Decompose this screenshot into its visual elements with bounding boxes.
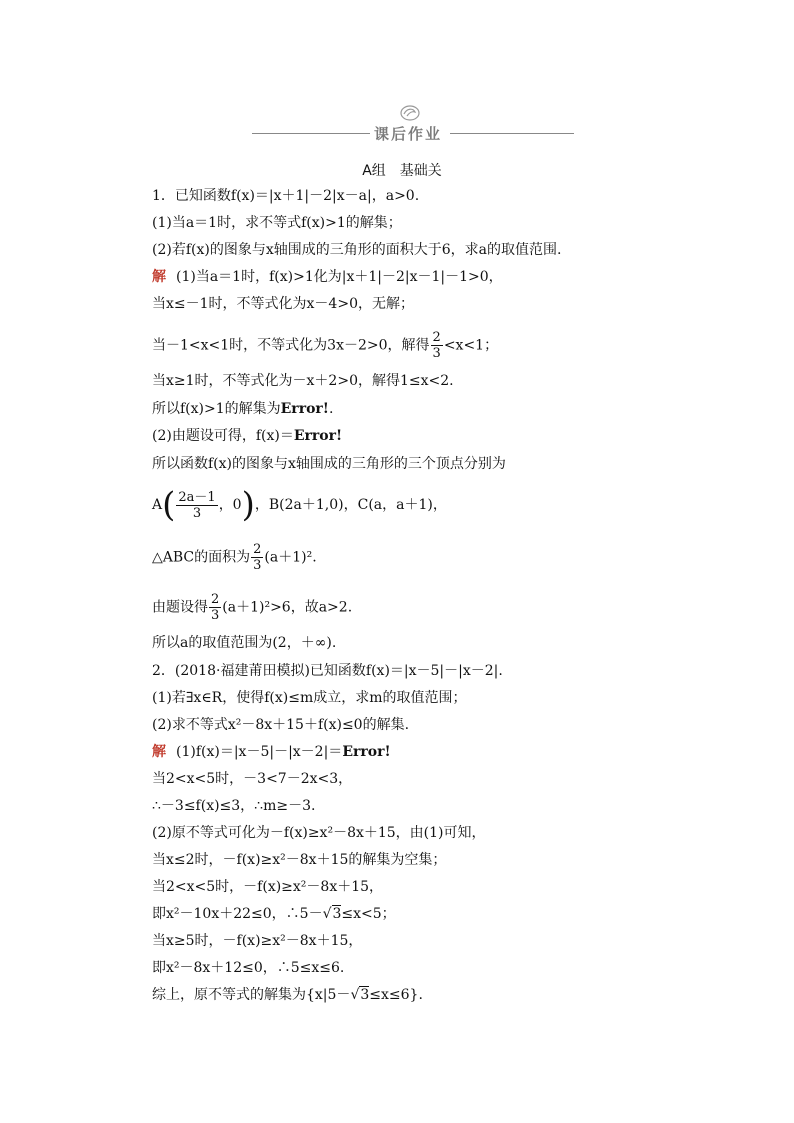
sqrt-radicand: 3 xyxy=(332,906,342,922)
solution-1-line-a xyxy=(152,268,503,286)
error-marker: Error! xyxy=(342,744,391,760)
section-header xyxy=(252,100,574,148)
solution-label: 解 xyxy=(152,269,166,285)
paren-close: ) xyxy=(241,485,255,525)
sqrt-radicand: 3 xyxy=(360,987,370,1003)
frac-den: 3 xyxy=(432,346,441,361)
frac-num: 2 xyxy=(432,330,441,345)
solution-label: 解 xyxy=(152,744,166,760)
frac-den: 3 xyxy=(211,608,220,623)
solution-2-line-c: ∴－3≤f(x)≤3，∴m≥－3. xyxy=(152,798,316,814)
solution-2-line-e: 当x≤2时，－f(x)≥x²－8x＋15的解集为空集； xyxy=(152,852,447,868)
fraction xyxy=(251,542,263,573)
solution-1-line-c xyxy=(152,330,498,361)
s1h-post: ，B(2a＋1,0)，C(a，a＋1)， xyxy=(254,497,447,513)
s1c-pre: 当－1<x<1时，不等式化为3x－2>0，解得 xyxy=(152,337,430,354)
solution-1-line-k: 所以a的取值范围为(2，＋∞). xyxy=(152,635,337,651)
solution-2-line-j: 综上，原不等式的解集为{x|5－√3≤x≤6}. xyxy=(152,987,423,1003)
s2j-pre: 综上，原不等式的解集为{x|5－ xyxy=(152,987,351,1003)
solution-1-line-d: 当x≥1时，不等式化为－x＋2>0，解得1≤x<2. xyxy=(152,373,454,389)
solution-2-line-i: 即x²－8x＋12≤0，∴5≤x≤6. xyxy=(152,960,345,976)
section-title: A组 基础关 xyxy=(362,163,442,179)
frac-den: 3 xyxy=(253,558,262,573)
question-2-part-1: (1)若∃x∈R，使得f(x)≤m成立，求m的取值范围； xyxy=(152,690,467,706)
solution-1-line-i xyxy=(152,542,317,573)
fraction xyxy=(431,330,443,361)
s1e-pre: 所以f(x)>1的解集为 xyxy=(152,401,281,417)
s1j-post: (a＋1)²>6，故a>2. xyxy=(222,599,353,616)
error-marker: Error! xyxy=(280,401,329,417)
s1j-pre: 由题设得 xyxy=(152,599,208,616)
paren-open: ( xyxy=(162,485,176,525)
header-title: 课后作业 xyxy=(374,125,443,143)
solution-2-line-h: 当x≥5时，－f(x)≥x²－8x＋15， xyxy=(152,933,363,949)
s1h-mid: ，0 xyxy=(218,497,242,513)
s2a-pre: (1)f(x)＝|x－5|－|x－2|＝ xyxy=(176,744,343,760)
fraction xyxy=(176,490,217,521)
header-rule-right xyxy=(450,133,574,134)
solution-1-line-e xyxy=(152,400,333,418)
header-rule-left xyxy=(252,133,370,134)
fraction xyxy=(209,592,221,623)
solution-2-line-d: (2)原不等式可化为－f(x)≥x²－8x＋15，由(1)可知， xyxy=(152,825,486,841)
solution-1-line-j xyxy=(152,592,352,623)
s1i-pre: △ABC的面积为 xyxy=(152,549,251,566)
solution-1-text-a: (1)当a＝1时，f(x)>1化为|x＋1|－2|x－1|－1>0， xyxy=(176,269,503,285)
solution-1-line-g: 所以函数f(x)的图象与x轴围成的三角形的三个顶点分别为 xyxy=(152,456,506,472)
swirl-icon xyxy=(398,102,422,122)
error-marker: Error! xyxy=(293,428,343,444)
s2g-pre: 即x²－10x＋22≤0，∴5－ xyxy=(152,906,323,922)
s2g-post: ≤x<5； xyxy=(341,906,396,922)
question-1-part-2: (2)若f(x)的图象与x轴围成的三角形的面积大于6，求a的取值范围. xyxy=(152,242,562,258)
frac-den: 3 xyxy=(192,505,202,521)
solution-1-line-f xyxy=(152,427,342,445)
solution-1-line-h xyxy=(152,485,447,525)
s1f-pre: (2)由题设可得，f(x)＝ xyxy=(152,428,294,444)
question-1: 1．已知函数f(x)＝|x＋1|－2|x－a|，a>0. xyxy=(152,188,420,204)
solution-2-line-g: 即x²－10x＋22≤0，∴5－√3≤x<5； xyxy=(152,906,396,922)
solution-1-line-b: 当x≤－1时，不等式化为x－4>0，无解； xyxy=(152,296,414,312)
frac-num: 2 xyxy=(211,592,220,607)
solution-2-line-a xyxy=(152,743,391,761)
s1e-post: . xyxy=(328,401,334,417)
s1c-post: <x<1； xyxy=(443,337,499,354)
question-1-part-1: (1)当a＝1时，求不等式f(x)>1的解集； xyxy=(152,215,402,231)
frac-num: 2a－1 xyxy=(178,489,216,505)
question-2-part-2: (2)求不等式x²－8x＋15＋f(x)≤0的解集. xyxy=(152,717,410,733)
question-2: 2．(2018·福建莆田模拟)已知函数f(x)＝|x－5|－|x－2|. xyxy=(152,663,503,679)
s2j-post: ≤x≤6}. xyxy=(369,987,423,1003)
solution-2-line-b: 当2<x<5时，－3<7－2x<3， xyxy=(152,771,353,787)
solution-2-line-f: 当2<x<5时，－f(x)≥x²－8x＋15， xyxy=(152,879,384,895)
frac-num: 2 xyxy=(253,542,262,557)
s1i-post: (a＋1)². xyxy=(264,549,317,566)
point-a: A xyxy=(152,497,163,513)
